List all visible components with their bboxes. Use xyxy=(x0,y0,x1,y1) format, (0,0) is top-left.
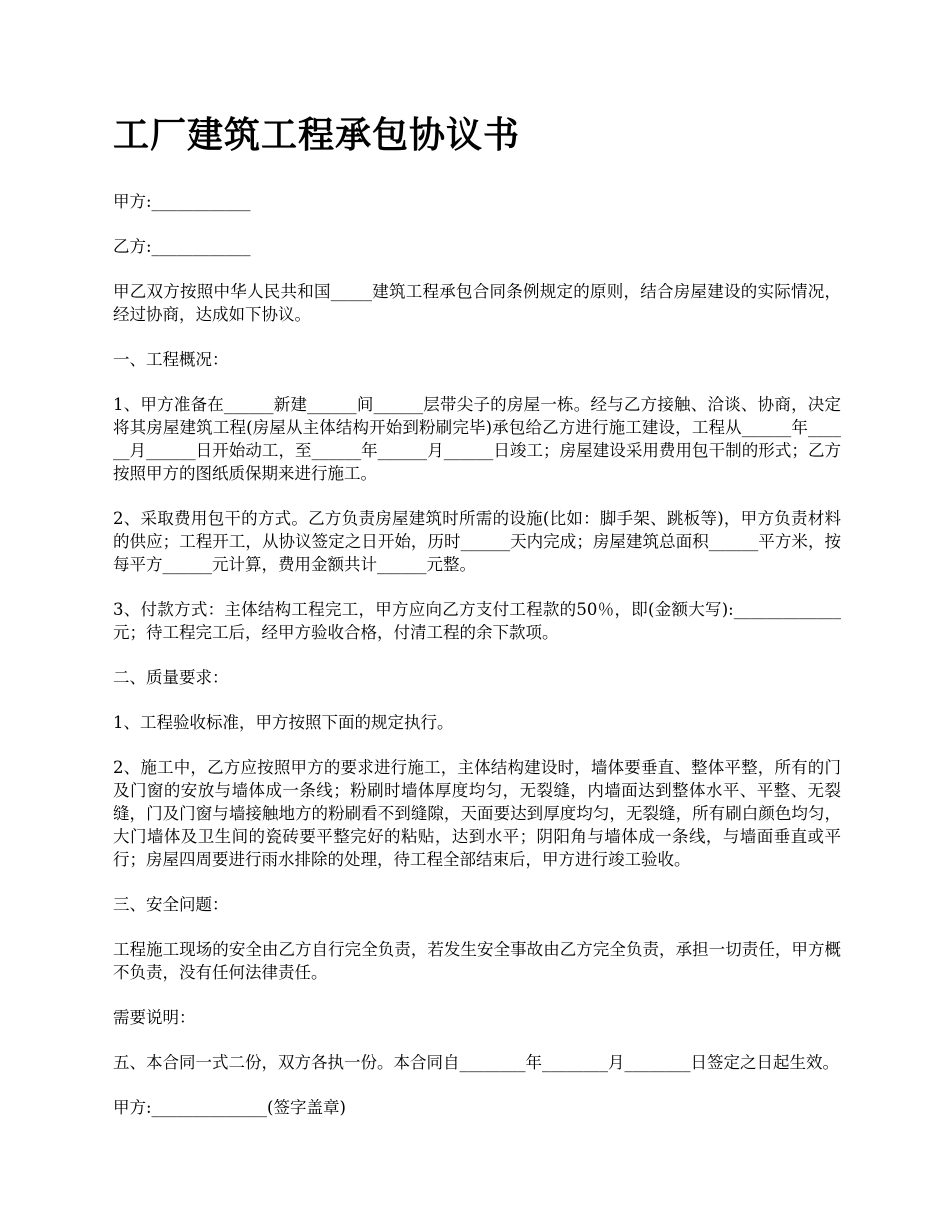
party-a-signature-line: 甲方:______________(签字盖章) xyxy=(113,1098,346,1117)
overview-clause-1: 1、甲方准备在______新建______间______层带尖子的房屋一栋。经与乙方接触、洽谈、协商，决定将其房屋建筑工程(房屋从主体结构开始到粉刷完毕)承包给乙方进行施工建设，工程从______年______月______日开始动工，至______年______月______日竣工；房屋建设采用费用包干制的形式；乙方按照甲方的图纸质保期来进行施工。 xyxy=(113,395,841,483)
quality-clause-1: 1、工程验收标准，甲方按照下面的规定执行。 xyxy=(113,713,454,732)
section-heading-quality: 二、质量要求： xyxy=(113,668,229,687)
effective-clause: 五、本合同一式二份，双方各执一份。本合同自________年________月________日签定之日起生效。 xyxy=(113,1053,839,1072)
overview-clause-3: 3、付款方式：主体结构工程完工，甲方应向乙方支付工程款的50％，即(金额大写):_____________元；待工程完工后，经甲方验收合格，付清工程的余下款项。 xyxy=(113,600,841,642)
section-heading-safety: 三、安全问题： xyxy=(113,895,229,914)
party-b-line: 乙方:____________ xyxy=(113,237,251,256)
document-page xyxy=(113,105,841,1141)
document-title: 工厂建筑工程承包协议书 xyxy=(113,115,521,156)
safety-paragraph: 工程施工现场的安全由乙方自行完全负责，若发生安全事故由乙方完全负责，承担一切责任，甲方概不负责，没有任何法律责任。 xyxy=(113,940,841,982)
intro-paragraph: 甲乙双方按照中华人民共和国_____建筑工程承包合同条例规定的原则，结合房屋建设的实际情况，经过协商，达成如下协议。 xyxy=(113,282,841,324)
overview-clause-2: 2、采取费用包干的方式。乙方负责房屋建筑时所需的设施(比如：脚手架、跳板等)，甲方负责材料的供应；工程开工，从协议签定之日开始，历时______天内完成；房屋建筑总面积______平方米，按每平方______元计算，费用金额共计______元整。 xyxy=(113,509,841,574)
section-heading-overview: 一、工程概况： xyxy=(113,350,229,369)
quality-clause-2: 2、施工中，乙方应按照甲方的要求进行施工，主体结构建设时，墙体要垂直、整体平整，所有的门及门窗的安放与墙体成一条线；粉刷时墙体厚度均匀，无裂缝，内墙面达到整体水平、平整、无裂缝，门及门窗与墙接触地方的粉刷看不到缝隙，天面要达到厚度均匀，无裂缝，所有刷白颜色均匀，大门墙体及卫生间的瓷砖要平整完好的粘贴，达到水平；阴阳角与墙体成一条线，与墙面垂直或平行；房屋四周要进行雨水排除的处理，待工程全部结束后，甲方进行竣工验收。 xyxy=(113,758,841,869)
party-a-line: 甲方:____________ xyxy=(113,192,251,211)
notes-heading: 需要说明： xyxy=(113,1008,196,1027)
